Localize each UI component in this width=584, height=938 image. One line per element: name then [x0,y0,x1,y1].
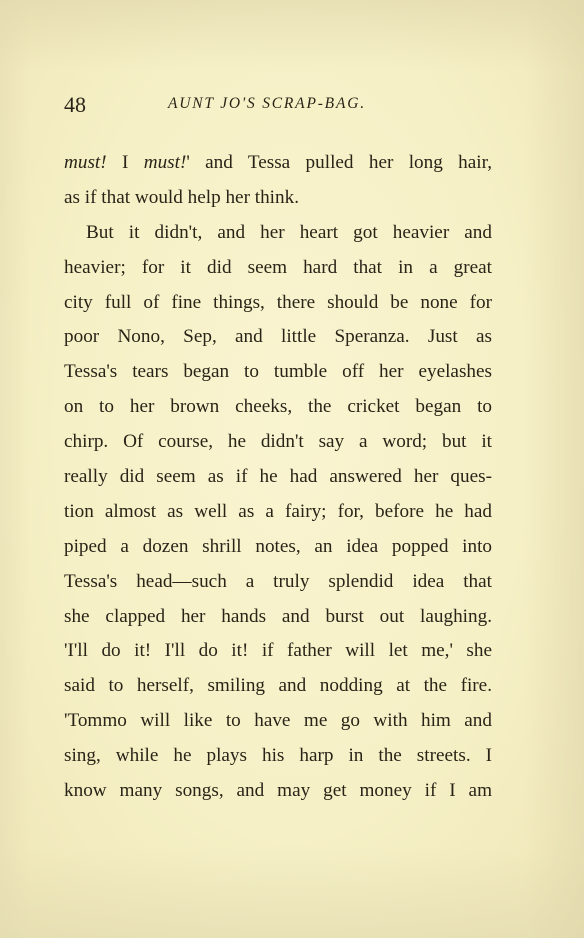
body-text [64,146,492,809]
text-line: she clapped her hands and burst out laughing. [64,605,492,627]
page-header [64,92,494,118]
text-line: 'Tommo will like to have me go with him and [64,710,492,732]
text-line: city full of fine things, there should be none for [64,291,492,313]
text-fragment: I [106,152,144,173]
italic-emphasis: must! [143,152,187,173]
text-line [64,146,492,181]
page-edge-shading-bottom [0,848,584,938]
text-line: on to her brown cheeks, the cricket began to [64,396,492,418]
text-line: Tessa's head—such a truly splendid idea that [64,570,492,592]
text-line: chirp. Of course, he didn't say a word; but it [64,431,492,453]
text-line: heavier; for it did seem hard that in a great [64,256,492,278]
page-edge-shading-right [524,0,584,938]
text-line: But it didn't, and her heart got heavier and [86,221,492,243]
text-fragment: ' and Tessa pulled her long hair, [186,152,493,173]
text-line: said to herself, smiling and nodding at the fire. [64,675,492,697]
text-line: piped a dozen shrill notes, an idea popped into [64,535,492,557]
text-line: really did seem as if he had answered her ques- [64,466,492,488]
page-number: 48 [64,92,86,117]
text-line: as if that would help her think. [64,186,300,208]
page-edge-shading-top [0,0,584,70]
text-line: know many songs, and may get money if I am [64,780,492,802]
italic-emphasis: must! [64,152,107,173]
text-line: sing, while he plays his harp in the streets. I [64,745,492,767]
text-line: tion almost as well as a fairy; for, before he had [64,500,492,522]
running-head: AUNT JO'S SCRAP-BAG. [168,95,366,112]
text-line: poor Nono, Sep, and little Speranza. Just as [64,326,492,348]
page-edge-shading-left [0,0,30,938]
text-line: Tessa's tears began to tumble off her eyelashes [64,361,492,383]
text-line: 'I'll do it! I'll do it! if father will let me,' she [64,640,492,662]
